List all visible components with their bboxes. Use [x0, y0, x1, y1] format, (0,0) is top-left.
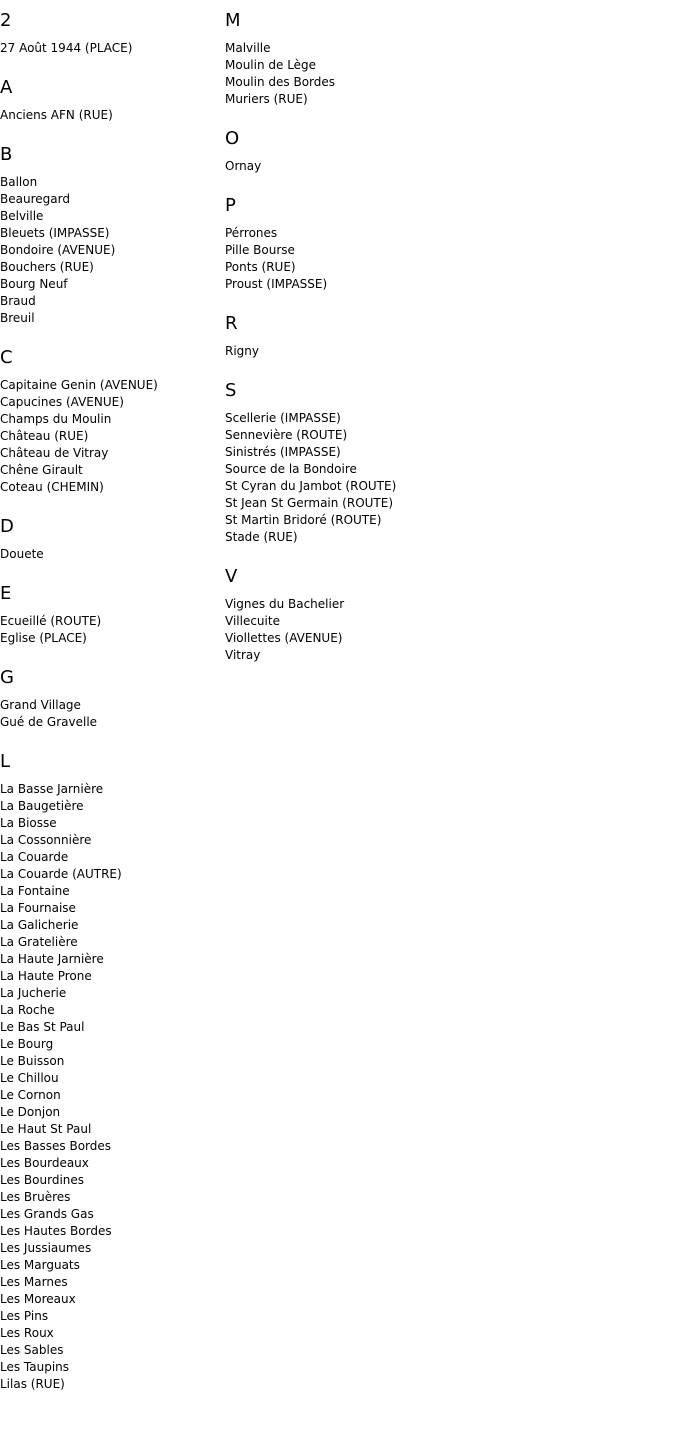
street-list — [225, 596, 525, 664]
street-name: La Jucherie — [0, 986, 67, 1000]
street-name: St Martin Bridoré (ROUTE) — [225, 513, 382, 527]
street-name: Le Donjon — [0, 1105, 61, 1119]
street-list — [225, 343, 525, 360]
street-name: Les Marguats — [0, 1258, 80, 1272]
street-name: Capitaine Genin (AVENUE) — [0, 378, 158, 392]
street-name: Grand Village — [0, 698, 81, 712]
street-name: La Haute Jarnière — [0, 952, 104, 966]
street-name: Lilas (RUE) — [0, 1377, 65, 1391]
street-name: Moulin de Lège — [225, 58, 317, 72]
street-name: Capucines (AVENUE) — [0, 395, 124, 409]
street-name: La Haute Prone — [0, 969, 92, 983]
section-right-3 — [225, 313, 525, 360]
street-name: Bourg Neuf — [0, 277, 68, 291]
street-name: Belville — [0, 209, 44, 223]
street-name: 27 Août 1944 (PLACE) — [0, 41, 133, 55]
section-left-1 — [0, 77, 220, 124]
street-name: Bondoire (AVENUE) — [0, 243, 116, 257]
section-letter-heading: C — [0, 347, 13, 368]
street-name: La Couarde (AUTRE) — [0, 867, 122, 881]
section-right-5 — [225, 566, 525, 664]
street-name: Les Moreaux — [0, 1292, 76, 1306]
street-name: La Gratelière — [0, 935, 78, 949]
street-name: Stade (RUE) — [225, 530, 298, 544]
street-name: Champs du Moulin — [0, 412, 112, 426]
street-name: Château (RUE) — [0, 429, 89, 443]
section-right-1 — [225, 128, 525, 175]
section-left-2 — [0, 144, 220, 327]
street-name: Gué de Gravelle — [0, 715, 98, 729]
street-name: La Cossonnière — [0, 833, 92, 847]
section-left-3 — [0, 347, 220, 496]
section-left-4 — [0, 516, 220, 563]
street-name: Sinistrés (IMPASSE) — [225, 445, 341, 459]
street-name: Le Cornon — [0, 1088, 61, 1102]
street-name: Les Hautes Bordes — [0, 1224, 112, 1238]
section-right-2 — [225, 195, 525, 293]
street-name: Les Roux — [0, 1326, 54, 1340]
street-list — [0, 546, 220, 563]
section-left-7 — [0, 751, 220, 1393]
section-letter-heading: D — [0, 516, 14, 537]
street-name: Vignes du Bachelier — [225, 597, 345, 611]
street-name: Le Bas St Paul — [0, 1020, 85, 1034]
street-name: Les Grands Gas — [0, 1207, 94, 1221]
section-left-5 — [0, 583, 220, 647]
street-name: Les Sables — [0, 1343, 64, 1357]
street-name: Le Buisson — [0, 1054, 65, 1068]
street-name: Les Basses Bordes — [0, 1139, 112, 1153]
section-letter-heading: B — [0, 144, 13, 165]
street-list — [225, 225, 525, 293]
street-name: Braud — [0, 294, 36, 308]
street-name: La Galicherie — [0, 918, 79, 932]
street-name: Les Taupins — [0, 1360, 70, 1374]
section-letter-heading: P — [225, 195, 236, 216]
section-letter-heading: L — [0, 751, 11, 772]
street-list — [0, 377, 220, 496]
street-name: Proust (IMPASSE) — [225, 277, 328, 291]
street-name: St Cyran du Jambot (ROUTE) — [225, 479, 397, 493]
street-name: Malville — [225, 41, 271, 55]
street-list — [0, 40, 220, 57]
section-letter-heading: M — [225, 10, 241, 31]
section-left-6 — [0, 667, 220, 731]
street-list — [225, 410, 525, 546]
street-name: Viollettes (AVENUE) — [225, 631, 343, 645]
street-name: Le Haut St Paul — [0, 1122, 92, 1136]
street-name: Les Bourdines — [0, 1173, 85, 1187]
right-column — [225, 0, 525, 664]
section-letter-heading: O — [225, 128, 240, 149]
street-name: Douete — [0, 547, 44, 561]
street-name: Château de Vitray — [0, 446, 109, 460]
street-list — [0, 781, 220, 1393]
street-name: Vitray — [225, 648, 261, 662]
street-name: St Jean St Germain (ROUTE) — [225, 496, 394, 510]
section-letter-heading: V — [225, 566, 238, 587]
street-name: Pérrones — [225, 226, 278, 240]
street-name: La Roche — [0, 1003, 55, 1017]
street-name: Source de la Bondoire — [225, 462, 357, 476]
street-name: Moulin des Bordes — [225, 75, 336, 89]
street-name: La Baugetière — [0, 799, 84, 813]
street-name: Rigny — [225, 344, 259, 358]
section-right-0 — [225, 10, 525, 108]
section-letter-heading: A — [0, 77, 13, 98]
street-name: Sennevière (ROUTE) — [225, 428, 348, 442]
street-name: Pille Bourse — [225, 243, 295, 257]
street-name: Ponts (RUE) — [225, 260, 296, 274]
section-letter-heading: 2 — [0, 10, 12, 31]
section-letter-heading: G — [0, 667, 14, 688]
street-name: Breuil — [0, 311, 35, 325]
section-right-4 — [225, 380, 525, 546]
street-name: Les Bruères — [0, 1190, 71, 1204]
street-name: Le Chillou — [0, 1071, 59, 1085]
street-name: Ecueillé (ROUTE) — [0, 614, 102, 628]
street-name: Bouchers (RUE) — [0, 260, 94, 274]
street-name: La Couarde — [0, 850, 69, 864]
street-name: La Fontaine — [0, 884, 70, 898]
street-name: La Biosse — [0, 816, 57, 830]
section-letter-heading: R — [225, 313, 238, 334]
street-name: Coteau (CHEMIN) — [0, 480, 104, 494]
street-list — [225, 158, 525, 175]
section-letter-heading: E — [0, 583, 12, 604]
street-name: Villecuite — [225, 614, 280, 628]
street-list — [0, 697, 220, 731]
street-name: Beauregard — [0, 192, 70, 206]
street-name: Chêne Girault — [0, 463, 83, 477]
street-name: Ballon — [0, 175, 38, 189]
street-list — [225, 40, 525, 108]
street-name: Les Bourdeaux — [0, 1156, 89, 1170]
section-letter-heading: S — [225, 380, 237, 401]
street-list — [0, 107, 220, 124]
street-name: Eglise (PLACE) — [0, 631, 87, 645]
street-name: La Fournaise — [0, 901, 76, 915]
street-name: Scellerie (IMPASSE) — [225, 411, 341, 425]
section-left-0 — [0, 10, 220, 57]
street-name: Les Marnes — [0, 1275, 68, 1289]
street-list — [0, 613, 220, 647]
street-name: Bleuets (IMPASSE) — [0, 226, 110, 240]
street-name: Les Pins — [0, 1309, 49, 1323]
street-name: Le Bourg — [0, 1037, 54, 1051]
street-name: La Basse Jarnière — [0, 782, 104, 796]
street-name: Les Jussiaumes — [0, 1241, 92, 1255]
street-name: Ornay — [225, 159, 262, 173]
street-list — [0, 174, 220, 327]
left-column — [0, 0, 220, 1393]
street-name: Muriers (RUE) — [225, 92, 308, 106]
street-name: Anciens AFN (RUE) — [0, 108, 113, 122]
